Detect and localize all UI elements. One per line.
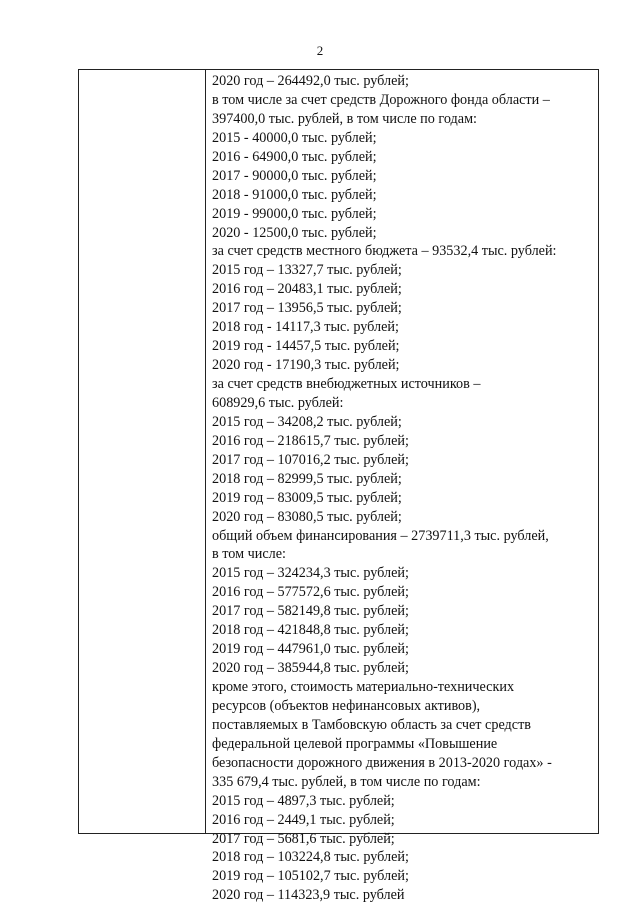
text-line: 2016 год – 577572,6 тыс. рублей; bbox=[212, 584, 409, 601]
text-line: 608929,6 тыс. рублей: bbox=[212, 394, 344, 411]
text-line: 2019 год – 447961,0 тыс. рублей; bbox=[212, 641, 409, 658]
text-line: 2020 год – 114323,9 тыс. рублей bbox=[212, 887, 405, 904]
text-line: 2019 год – 83009,5 тыс. рублей; bbox=[212, 489, 402, 506]
text-line: в том числе: bbox=[212, 546, 286, 563]
text-line: за счет средств внебюджетных источников – bbox=[212, 376, 481, 392]
text-line: 2018 год – 421848,8 тыс. рублей; bbox=[212, 622, 409, 639]
text-line: 2015 год – 13327,7 тыс. рублей; bbox=[212, 262, 402, 279]
text-line: 2018 год – 82999,5 тыс. рублей; bbox=[212, 470, 402, 487]
text-line: общий объем финансирования – 2739711,3 тыс. рублей, bbox=[212, 527, 549, 544]
text-line: 2020 - 12500,0 тыс. рублей; bbox=[212, 224, 377, 241]
page-number: 2 bbox=[316, 43, 324, 58]
text-line: поставляемых в Тамбовскую область за счет средств bbox=[212, 716, 531, 733]
funding-lines bbox=[212, 72, 597, 905]
text-line: 2015 год – 4897,3 тыс. рублей; bbox=[212, 792, 395, 809]
column-divider bbox=[205, 70, 206, 833]
text-line: 2020 год – 83080,5 тыс. рублей; bbox=[212, 508, 402, 525]
text-line: 2017 год – 13956,5 тыс. рублей; bbox=[212, 300, 402, 317]
text-line: 2015 год – 34208,2 тыс. рублей; bbox=[212, 413, 402, 430]
text-line: 2016 - 64900,0 тыс. рублей; bbox=[212, 148, 377, 165]
text-line: 2018 год – 103224,8 тыс. рублей; bbox=[212, 849, 409, 866]
text-line: 397400,0 тыс. рублей, в том числе по годам: bbox=[212, 110, 477, 127]
funding-text-cell bbox=[212, 72, 597, 905]
text-line: 2017 год – 5681,6 тыс. рублей; bbox=[212, 830, 395, 847]
text-line: 2020 год – 264492,0 тыс. рублей; bbox=[212, 73, 409, 89]
text-line: 2016 год – 218615,7 тыс. рублей; bbox=[212, 432, 409, 449]
text-line: 335 679,4 тыс. рублей, в том числе по годам: bbox=[212, 773, 481, 790]
text-line: 2020 год - 17190,3 тыс. рублей; bbox=[212, 357, 400, 374]
text-line: 2019 - 99000,0 тыс. рублей; bbox=[212, 205, 377, 222]
text-line: 2016 год – 20483,1 тыс. рублей; bbox=[212, 281, 402, 298]
text-line: безопасности дорожного движения в 2013-2020 годах» - bbox=[212, 754, 552, 771]
text-line: 2017 год – 582149,8 тыс. рублей; bbox=[212, 603, 409, 620]
text-line: ресурсов (объектов нефинансовых активов), bbox=[212, 697, 481, 714]
text-line: в том числе за счет средств Дорожного фонда области – bbox=[212, 91, 550, 108]
text-line: 2019 год - 14457,5 тыс. рублей; bbox=[212, 338, 400, 355]
text-line: 2019 год – 105102,7 тыс. рублей; bbox=[212, 868, 409, 885]
funding-table bbox=[78, 69, 599, 904]
text-line: кроме этого, стоимость материально-технических bbox=[212, 679, 515, 695]
text-line: федеральной целевой программы «Повышение bbox=[212, 735, 498, 752]
text-line: 2017 год – 107016,2 тыс. рублей; bbox=[212, 451, 409, 468]
text-line: 2016 год – 2449,1 тыс. рублей; bbox=[212, 811, 395, 828]
text-line: 2018 - 91000,0 тыс. рублей; bbox=[212, 186, 377, 203]
text-line: за счет средств местного бюджета – 93532,4 тыс. рублей: bbox=[212, 243, 557, 260]
text-line: 2017 - 90000,0 тыс. рублей; bbox=[212, 167, 377, 184]
text-line: 2015 год – 324234,3 тыс. рублей; bbox=[212, 565, 409, 582]
text-line: 2015 - 40000,0 тыс. рублей; bbox=[212, 129, 377, 146]
text-line: 2020 год – 385944,8 тыс. рублей; bbox=[212, 660, 409, 677]
text-line: 2018 год - 14117,3 тыс. рублей; bbox=[212, 319, 399, 336]
